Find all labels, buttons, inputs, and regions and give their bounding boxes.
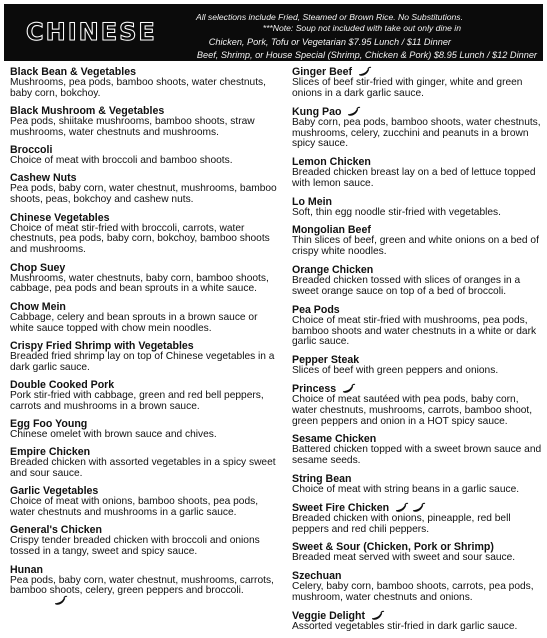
menu-item [10,212,278,257]
menu-item-name-text: Sesame Chicken [292,433,377,446]
menu-item [10,144,278,167]
menu-item-name-text: General's Chicken [10,524,103,537]
menu-item-description: Breaded chicken with onions, pineapple, red bell peppers and red chili peppers. [292,512,511,535]
menu-item-name-text: Black Mushroom & Vegetables [10,105,165,118]
menu-item [292,196,542,219]
menu-item-description: Choice of meat with broccoli and bamboo shoots. [10,155,233,167]
menu-item-name-text: Chop Suey [10,261,66,274]
menu-item [292,156,542,190]
menu-item-description: Soft, thin egg noodle stir-fried with vegetables. [292,206,501,218]
menu-column-right [292,66,542,638]
menu-item-name-text: Sweet Fire Chicken [292,501,390,514]
menu-item [292,66,542,100]
menu-item-description: Choice of meat with string beans in a garlic sauce. [292,484,520,495]
menu-item [10,485,278,519]
menu-item-name-text: Empire Chicken [10,446,91,459]
menu-item [292,106,542,151]
price-line-chicken: Chicken, Pork, Tofu or Vegetarian $7.95 Lunch / $11 Dinner [208,37,451,47]
menu-item-name [10,262,278,274]
menu-item [10,524,278,558]
menu-item [292,354,542,377]
menu-item-description: Choice of meat sautéed with pea pods, baby corn, water chestnuts, mushrooms, carrots, bamboo shoot, green peppers and onion in a HOT spicy sauce. [292,393,533,427]
menu-item [292,383,542,428]
menu-item-name [292,304,542,316]
spicy-indicator [393,502,426,514]
menu-item-description: Celery, baby corn, bamboo shoots, carrots, pea pods, mushroom, water chestnuts and onions. [292,581,534,603]
menu-item [10,418,278,441]
menu-item [292,541,542,564]
menu-item-name-text: Black Bean & Vegetables [10,66,137,78]
price-line-beef: Beef, Shrimp, or House Special (Shrimp, Chicken & Pork) $8.95 Lunch / $12 Dinner [196,50,537,60]
menu-item-name [10,212,278,224]
menu-item-description: Breaded chicken with assorted vegetables in a spicy sweet and sour sauce. [10,457,276,480]
hot-pepper-icon [393,502,409,514]
menu-item-name-text: Crispy Fried Shrimp with Vegetables [10,339,194,352]
menu-item-name-text: Broccoli [10,144,53,157]
menu-item [10,340,278,374]
menu-item [10,262,278,296]
menu-item-description: Chinese omelet with brown sauce and chives. [10,428,217,440]
menu-item-description: Battered chicken topped with a sweet brown sauce and sesame seeds. [292,444,542,467]
hot-pepper-icon [369,610,385,622]
menu-item-description: Pea pods, baby corn, water chestnut, mushrooms, bamboo shoots, peas, bokchoy and cashew nuts. [10,183,277,206]
menu-item [292,502,542,536]
menu-item [10,301,278,335]
menu-item-name [10,564,278,576]
spicy-indicator [345,106,361,118]
menu-item [292,224,542,258]
menu-item-name [292,196,542,208]
menu-item-name-text: Garlic Vegetables [10,485,99,498]
menu-item-name-text: Hunan [10,563,43,576]
menu-item [10,66,278,100]
menu-item-name [292,502,542,514]
menu-item-description: Pea pods, shiitake mushrooms, bamboo shoots, straw mushrooms, water chestnuts and mushrooms. [10,116,255,139]
menu-item-description: Thin slices of beef, green and white onions on a bed of crispy white noodles. [292,235,539,258]
menu-item-description: Breaded fried shrimp lay on top of Chinese vegetables in a dark garlic sauce. [10,350,275,373]
menu-item-description: Assorted vegetables stir-fried in dark garlic sauce. [292,620,518,632]
menu-item-description: Breaded meat served with sweet and sour sauce. [292,552,516,564]
menu-item-name [292,106,542,118]
menu-item-name-text: Chow Mein [10,300,66,313]
menu-item-name-text: Chinese Vegetables [10,211,110,224]
hot-pepper-icon [410,502,426,514]
menu-item-name-text: Egg Foo Young [10,417,88,430]
section-title-logo: CHINESE [26,18,157,46]
menu-item [292,304,542,349]
menu-item-name-text: Princess [292,382,337,395]
menu-item-description: Pea pods, baby corn, water chestnut, mushrooms, carrots, bamboo shoots, celery, green peppers and broccoli. [10,574,274,597]
menu-item [10,379,278,413]
menu-item [292,473,542,496]
menu-item-name-text: Orange Chicken [292,264,374,277]
menu-item-name-text: Sweet & Sour (Chicken, Pork or Shrimp) [292,541,494,554]
menu-item-description: Slices of beef stir-fried with ginger, white and green onions in a dark garlic sauce. [292,77,523,99]
menu-item-name-text: Ginger Beef [292,66,353,78]
menu-item [292,570,542,604]
menu-item-description: Cabbage, celery and bean sprouts in a brown sauce or white sauce topped with chow mein noodles. [10,311,258,334]
menu-item-name-text: Veggie Delight [292,609,365,622]
menu-item [292,610,542,633]
menu-item-description: Crispy tender breaded chicken with broccoli and onions tossed in a tangy, sweet and spicy sauce. [10,535,260,558]
rice-note: All selections include Fried, Steamed or Brown Rice. No Substitutions. [195,12,463,22]
menu-item [292,264,542,298]
menu-item-description: Breaded chicken tossed with slices of oranges in a sweet orange sauce on top of a bed of broccoli. [292,275,521,297]
menu-item-name-text: Double Cooked Pork [10,378,115,391]
spicy-indicator [369,610,385,622]
menu-item-name-text: Kung Pao [292,105,342,118]
menu-item-name [10,301,278,313]
menu-item-description: Mushrooms, pea pods, bamboo shoots, water chestnuts, baby corn, bokchoy. [10,77,266,99]
menu-item-name-text: Lemon Chicken [292,156,371,169]
menu-item-description: Mushrooms, water chestnuts, baby corn, bamboo shoots, cabbage, pea pods and bean sprouts in a white sauce. [10,272,269,295]
menu-item-description: Choice of meat with onions, bamboo shoots, pea pods, water chestnuts and mushrooms in a garlic sauce. [10,496,259,519]
menu-column-left [10,66,278,613]
menu-item-name-text: Mongolian Beef [292,224,371,237]
menu-item [10,446,278,480]
menu-item-description: Slices of beef with green peppers and onions. [292,365,499,377]
menu-item-name-text: Lo Mein [292,195,333,208]
menu-item-name-text: String Bean [292,473,352,485]
menu-item-description: Choice of meat stir-fried with mushrooms, pea pods, bamboo shoots and water chestnuts in a white or dark garlic sauce. [292,314,537,348]
menu-item-description: Pork stir-fried with cabbage, green and red bell peppers, carrots and mushrooms in a brown sauce. [10,389,264,412]
menu-item-name-text: Pepper Steak [292,354,360,367]
menu-item-description: Baby corn, pea pods, bamboo shoots, water chestnuts, mushrooms, celery, zucchini and peanuts in a brown spicy sauce. [292,116,541,150]
menu-item-name-text: Cashew Nuts [10,172,77,185]
menu-item-description: Choice of meat stir-fried with broccoli, carrots, water chestnuts, pea pods, baby corn, bokchoy, bamboo shoots and mushrooms. [10,222,270,256]
menu-header [4,4,543,61]
menu-item-name [10,340,278,352]
menu-item-name-text: Szechuan [292,570,342,583]
soup-note: ***Note: Soup not included with take out only dine in [262,23,461,33]
menu-item-name [292,610,542,622]
hot-pepper-icon [345,106,361,118]
menu-item-description: Breaded chicken breast lay on a bed of lettuce topped with lemon sauce. [292,167,536,190]
menu-item [10,105,278,139]
menu-item [292,433,542,467]
menu-item [10,172,278,206]
menu-item [10,564,278,608]
menu-item-name-text: Pea Pods [292,303,340,316]
